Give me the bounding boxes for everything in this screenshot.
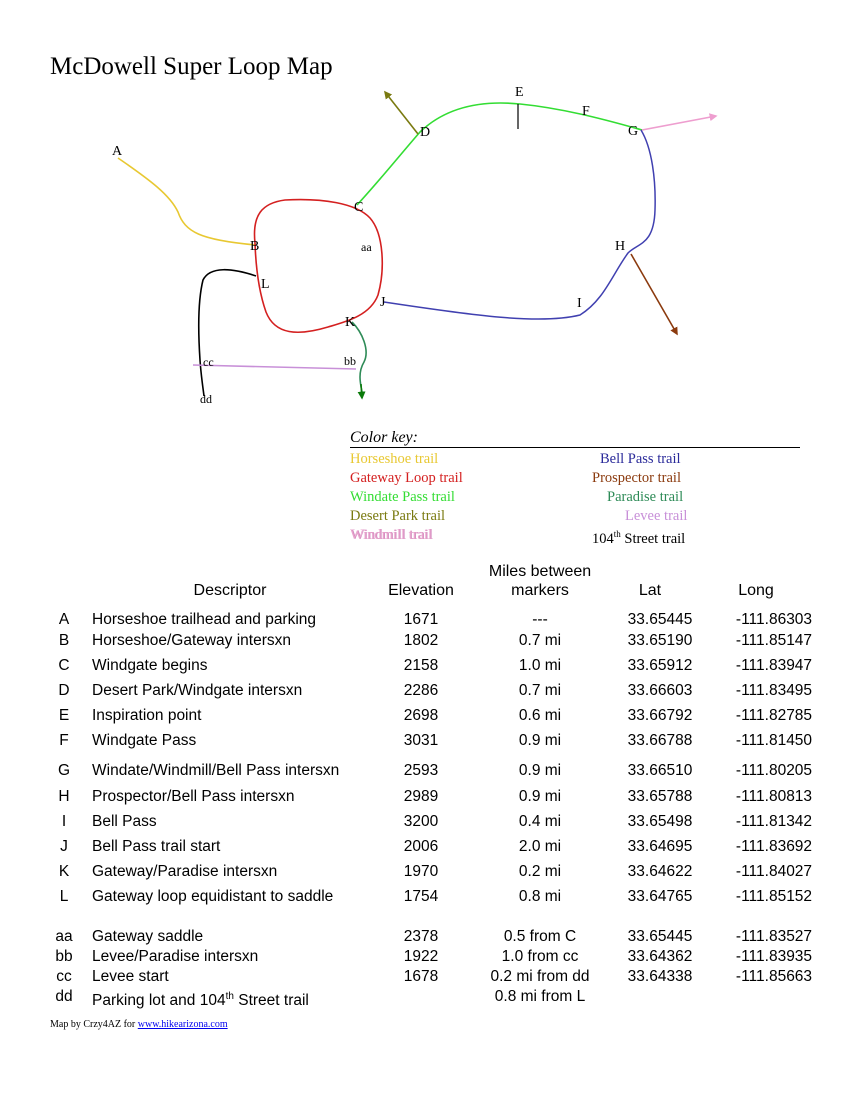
marker-h-label: H: [615, 239, 626, 254]
row-code: G: [57, 762, 71, 779]
row-descriptor: Levee start: [92, 968, 169, 985]
header-lat: Lat: [638, 582, 662, 599]
row-miles: 0.6 mi: [518, 707, 562, 724]
row-lat: 33.64338: [627, 968, 693, 985]
row-lat: 33.64622: [627, 863, 693, 880]
row-long: -111.85663: [735, 968, 813, 985]
row-elevation: 2698: [403, 707, 439, 724]
row-descriptor: Horseshoe/Gateway intersxn: [92, 632, 292, 649]
marker-cc-label: cc: [203, 355, 214, 369]
row-code: D: [58, 682, 70, 699]
row-long: -111.83935: [735, 948, 813, 965]
row-code: F: [59, 732, 69, 749]
key-levee: Levee trail: [625, 508, 688, 524]
marker-i-label: I: [577, 296, 582, 311]
row-miles: 0.4 mi: [518, 813, 562, 830]
row-lat: 33.66788: [627, 732, 693, 749]
footer-credit: [50, 1019, 228, 1030]
row-lat: 33.65190: [627, 632, 693, 649]
row-lat: 33.66510: [627, 762, 693, 779]
header-descriptor: Descriptor: [193, 582, 267, 599]
row-miles: 2.0 mi: [518, 838, 562, 855]
gateway-loop-trail: [254, 200, 382, 333]
marker-aa-label: aa: [361, 240, 372, 254]
key-104th-sup: th: [613, 529, 621, 539]
color-key-title: Color key:: [350, 429, 800, 448]
horseshoe-trail: [118, 158, 256, 245]
row-miles: 0.7 mi: [518, 632, 562, 649]
key-prospector: Prospector trail: [592, 470, 681, 486]
row-descriptor: Horseshoe trailhead and parking: [92, 611, 317, 628]
row-lat: 33.65912: [627, 657, 693, 674]
marker-l-label: L: [261, 277, 270, 292]
row-descriptor: Windgate Pass: [92, 732, 197, 749]
key-windate-pass: Windate Pass trail: [350, 489, 455, 505]
row-miles: 0.8 mi: [518, 888, 562, 905]
row-elevation: 2158: [403, 657, 439, 674]
row-descriptor-post: Street trail: [233, 992, 309, 1010]
row-elevation: 1671: [403, 611, 439, 628]
row-code: I: [61, 813, 67, 830]
row-lat: 33.64362: [627, 948, 693, 965]
row-lat: 33.66603: [627, 682, 693, 699]
row-miles: 0.9 mi: [518, 762, 562, 779]
bell-pass-trail: [384, 130, 655, 319]
row-long: -111.82785: [735, 707, 813, 724]
row-lat: 33.64765: [627, 888, 693, 905]
row-miles: ---: [532, 611, 548, 628]
row-long: -111.83527: [735, 928, 813, 945]
row-long: -111.81450: [735, 732, 813, 749]
row-elevation: 2989: [403, 788, 439, 805]
footer-text: Map by Crzy4AZ for: [50, 1019, 138, 1030]
row-elevation: 1970: [403, 863, 439, 880]
row-elevation: 1922: [403, 948, 439, 965]
row-miles: 0.2 mi: [518, 863, 562, 880]
marker-j-label: J: [380, 295, 386, 310]
row-elevation: 1754: [403, 888, 439, 905]
header-miles-line1: Miles between: [488, 563, 592, 580]
header-miles-line2: markers: [511, 582, 569, 599]
row-lat: 33.65445: [627, 928, 693, 945]
row-long: -111.84027: [735, 863, 813, 880]
marker-b-label: B: [250, 239, 260, 254]
windgate-pass-trail: [357, 103, 642, 205]
row-code: E: [58, 707, 70, 724]
row-elevation: 3031: [403, 732, 439, 749]
row-miles: 0.2 mi from dd: [490, 968, 590, 985]
row-lat: 33.65788: [627, 788, 693, 805]
row-lat: 33.65498: [627, 813, 693, 830]
paradise-trail-arrow: [361, 384, 362, 398]
key-bell-pass: Bell Pass trail: [600, 451, 681, 467]
key-104th-street: [592, 526, 685, 548]
row-miles: 1.0 from cc: [501, 948, 579, 965]
row-descriptor-pre: Parking lot and 104: [92, 992, 226, 1010]
trail-map: [0, 0, 850, 420]
row-code: A: [58, 611, 70, 628]
row-descriptor: Levee/Paradise intersxn: [92, 948, 259, 965]
row-long: -111.83495: [735, 682, 813, 699]
map-title: McDowell Super Loop Map: [50, 53, 333, 80]
marker-e-label: E: [515, 85, 524, 100]
row-lat: 33.65445: [627, 611, 693, 628]
row-long: -111.80813: [735, 788, 813, 805]
row-descriptor: Bell Pass trail start: [92, 838, 221, 855]
street-104-trail: [199, 270, 256, 396]
row-long: -111.86303: [735, 611, 813, 628]
row-descriptor: Windgate begins: [92, 657, 208, 674]
row-elevation: 1802: [403, 632, 439, 649]
marker-dd-label: dd: [200, 392, 212, 406]
row-code: cc: [56, 968, 72, 985]
key-windmill: Windmill trail: [350, 527, 432, 543]
row-code: bb: [55, 948, 73, 965]
levee-trail: [193, 365, 356, 369]
row-descriptor: Desert Park/Windgate intersxn: [92, 682, 303, 699]
row-code: C: [58, 657, 70, 674]
row-lat: 33.64695: [627, 838, 693, 855]
row-code: B: [58, 632, 70, 649]
row-code: H: [58, 788, 70, 805]
marker-f-label: F: [582, 104, 590, 119]
row-elevation: 2378: [403, 928, 439, 945]
row-code: L: [59, 888, 69, 905]
row-miles: 0.5 from C: [503, 928, 577, 945]
key-gateway-loop: Gateway Loop trail: [350, 470, 463, 486]
key-paradise: Paradise trail: [607, 489, 684, 505]
marker-k-label: K: [345, 315, 356, 330]
row-descriptor: Windate/Windmill/Bell Pass intersxn: [92, 762, 340, 779]
row-elevation: 1678: [403, 968, 439, 985]
row-descriptor: Gateway/Paradise intersxn: [92, 863, 278, 880]
marker-d-label: D: [420, 125, 431, 140]
row-long: -111.81342: [735, 813, 813, 830]
row-descriptor: Gateway saddle: [92, 928, 204, 945]
marker-bb-label: bb: [344, 354, 356, 368]
row-miles: 0.7 mi: [518, 682, 562, 699]
row-elevation: 2006: [403, 838, 439, 855]
marker-c-label: C: [354, 200, 364, 215]
row-miles: 0.8 mi from L: [494, 988, 586, 1005]
key-horseshoe: Horseshoe trail: [350, 451, 439, 467]
row-descriptor: Prospector/Bell Pass intersxn: [92, 788, 295, 805]
desert-park-trail: [385, 92, 418, 134]
row-miles: 0.9 mi: [518, 788, 562, 805]
row-long: -111.80205: [735, 762, 813, 779]
header-elevation: Elevation: [388, 582, 454, 599]
marker-a-label: A: [112, 144, 123, 159]
prospector-trail: [631, 254, 677, 334]
row-code: dd: [55, 988, 73, 1005]
key-desert-park: Desert Park trail: [350, 508, 446, 524]
row-code: K: [58, 863, 70, 880]
row-elevation: 3200: [403, 813, 439, 830]
row-long: -111.83692: [735, 838, 813, 855]
row-long: -111.83947: [735, 657, 813, 674]
row-miles: 1.0 mi: [518, 657, 562, 674]
row-long: -111.85152: [735, 888, 813, 905]
row-descriptor: Inspiration point: [92, 707, 202, 724]
marker-g-label: G: [628, 124, 639, 139]
row-miles: 0.9 mi: [518, 732, 562, 749]
row-descriptor-sup: th: [225, 991, 234, 1002]
row-elevation: 2286: [403, 682, 439, 699]
row-code: aa: [55, 928, 73, 945]
row-long: -111.85147: [735, 632, 813, 649]
windmill-trail: [642, 116, 716, 130]
row-descriptor: Bell Pass: [92, 813, 157, 830]
row-lat: 33.66792: [627, 707, 693, 724]
row-descriptor: [92, 987, 309, 1011]
row-descriptor: Gateway loop equidistant to saddle: [92, 888, 334, 905]
key-104th-post: Street trail: [620, 530, 686, 547]
footer-link[interactable]: www.hikearizona.com: [137, 1019, 228, 1030]
key-104th-pre: 104: [592, 530, 614, 547]
header-long: Long: [738, 582, 774, 599]
row-code: J: [60, 838, 68, 855]
row-elevation: 2593: [403, 762, 439, 779]
